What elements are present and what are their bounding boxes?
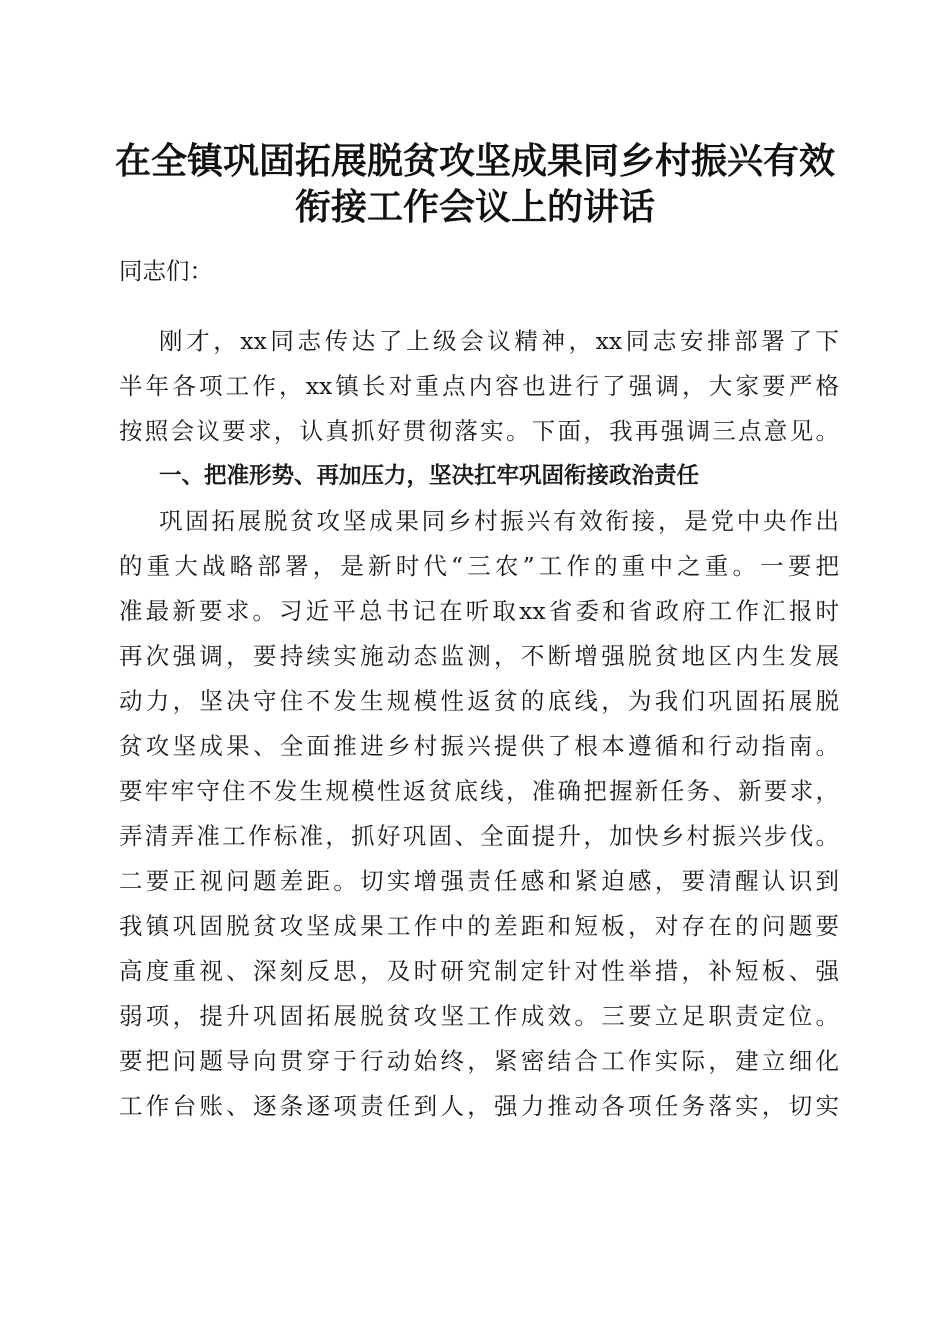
paragraph-2-line: 动力，坚决守住不发生规模性返贫的底线，为我们巩固拓展脱 bbox=[119, 687, 839, 715]
paragraph-2-line: 准最新要求。习近平总书记在听取xx省委和省政府工作汇报时 bbox=[119, 597, 839, 625]
paragraph-1-line: 半年各项工作，xx镇长对重点内容也进行了强调，大家要严格 bbox=[119, 372, 839, 400]
paragraph-1-line: 刚才，xx同志传达了上级会议精神，xx同志安排部署了下 bbox=[159, 327, 839, 355]
paragraph-2-line: 二要正视问题差距。切实增强责任感和紧迫感，要清醒认识到 bbox=[119, 867, 839, 895]
paragraph-2-line: 我镇巩固脱贫攻坚成果工作中的差距和短板，对存在的问题要 bbox=[119, 912, 839, 940]
paragraph-2-line: 要牢牢守住不发生规模性返贫底线，准确把握新任务、新要求， bbox=[119, 777, 839, 805]
paragraph-2-line: 弄清弄准工作标准，抓好巩固、全面提升，加快乡村振兴步伐。 bbox=[119, 822, 839, 850]
paragraph-2-line: 贫攻坚成果、全面推进乡村振兴提供了根本遵循和行动指南。 bbox=[119, 732, 839, 760]
paragraph-2-line: 弱项，提升巩固拓展脱贫攻坚工作成效。三要立足职责定位。 bbox=[119, 1002, 839, 1030]
paragraph-2-line: 高度重视、深刻反思，及时研究制定针对性举措，补短板、强 bbox=[119, 957, 839, 985]
paragraph-1-line: 按照会议要求，认真抓好贯彻落实。下面，我再强调三点意见。 bbox=[119, 417, 839, 445]
document-title-line-1: 在全镇巩固拓展脱贫攻坚成果同乡村振兴有效 bbox=[114, 140, 835, 182]
paragraph-2-line: 再次强调，要持续实施动态监测，不断增强脱贫地区内生发展 bbox=[119, 642, 839, 670]
paragraph-2-line: 要把问题导向贯穿于行动始终，紧密结合工作实际，建立细化 bbox=[119, 1047, 839, 1075]
section-heading-1: 一、把准形势、再加压力，坚决扛牢巩固衔接政治责任 bbox=[159, 463, 700, 489]
document-title-line-2: 衔接工作会议上的讲话 bbox=[294, 186, 655, 228]
salutation: 同志们： bbox=[119, 257, 213, 285]
paragraph-2-line: 工作台账、逐条逐项责任到人，强力推动各项任务落实，切实 bbox=[119, 1092, 839, 1120]
paragraph-2-line: 巩固拓展脱贫攻坚成果同乡村振兴有效衔接，是党中央作出 bbox=[159, 507, 839, 535]
paragraph-2-line: 的重大战略部署，是新时代“三农”工作的重中之重。一要把 bbox=[119, 552, 839, 580]
